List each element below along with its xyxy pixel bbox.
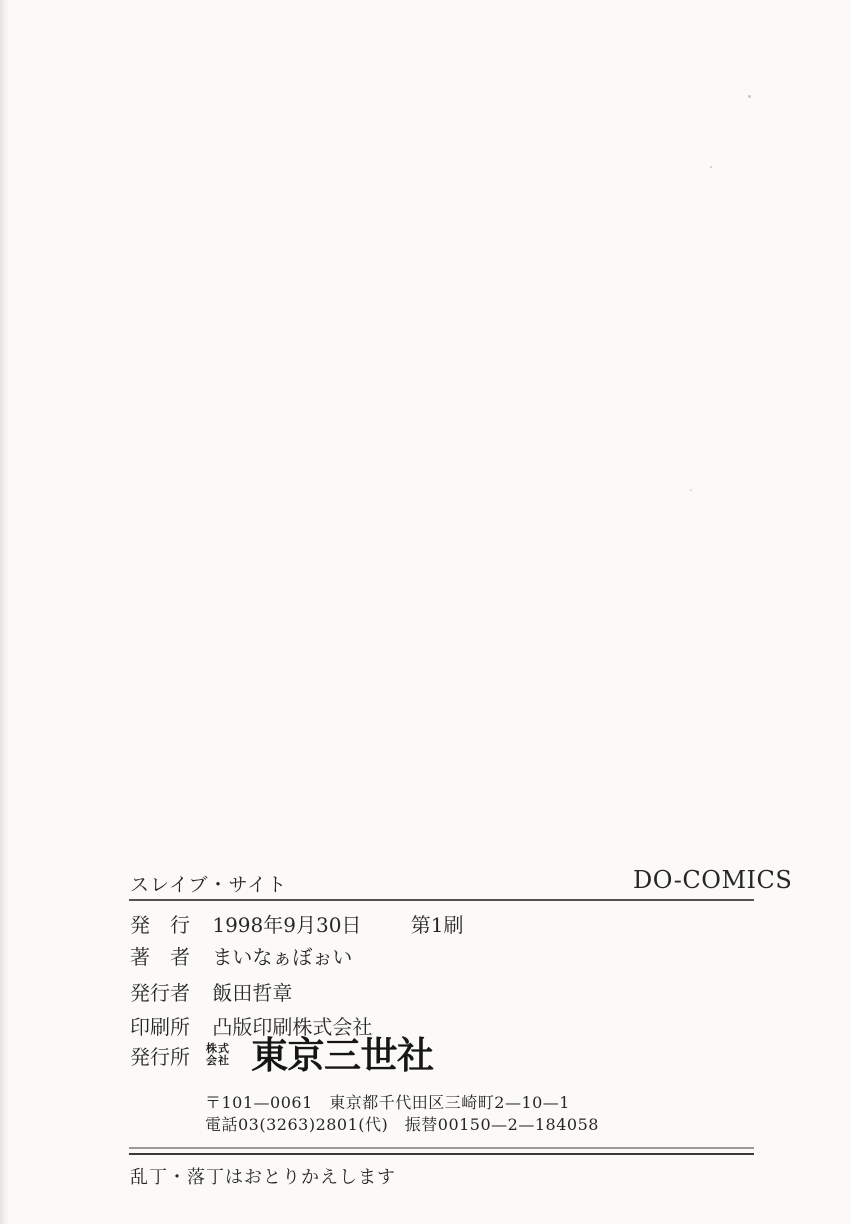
paper-speck: [748, 95, 751, 98]
publication-row: [130, 909, 464, 938]
address-line: 〒101—0061 東京都千代田区三崎町2—10—1: [205, 1093, 570, 1112]
corporation-type-line1: 株式: [206, 1041, 230, 1055]
publication-date: 1998年9月30日: [212, 913, 362, 937]
publishing-house-label: 発行所: [130, 1044, 190, 1069]
publisher-row: [130, 977, 292, 1006]
footer-rule-thin: [129, 1147, 754, 1149]
corporation-type-line2: 会社: [206, 1054, 230, 1067]
author-label: 著 者: [130, 945, 190, 969]
printer-label: 印刷所: [130, 1015, 190, 1039]
publication-label: 発 行: [130, 913, 190, 937]
author-name: まいなぁぼぉい: [212, 945, 353, 969]
imprint-brand: DO-COMICS: [633, 866, 793, 894]
phone-line: 電話03(3263)2801(代) 振替00150—2—184058: [205, 1115, 599, 1134]
book-title: スレイブ・サイト: [130, 874, 288, 896]
printer-name: 凸版印刷株式会社: [212, 1015, 373, 1039]
paper-speck: [690, 489, 692, 491]
publication-edition: 第1刷: [410, 913, 464, 937]
footer-rule-thick: [129, 1153, 754, 1155]
paper-speck: [710, 166, 712, 168]
publisher-name: 飯田哲章: [212, 981, 293, 1005]
publishing-house-logo: 東京三世社: [251, 1033, 434, 1077]
publisher-label: 発行者: [130, 981, 190, 1005]
scan-edge-shadow: [0, 0, 9, 1224]
corporation-type-stack: [206, 1043, 230, 1067]
publishing-house-row: [130, 1033, 434, 1077]
replacement-notice: 乱丁・落丁はおとりかえします: [130, 1167, 396, 1188]
divider-rule: [129, 899, 754, 901]
author-row: [130, 941, 352, 970]
